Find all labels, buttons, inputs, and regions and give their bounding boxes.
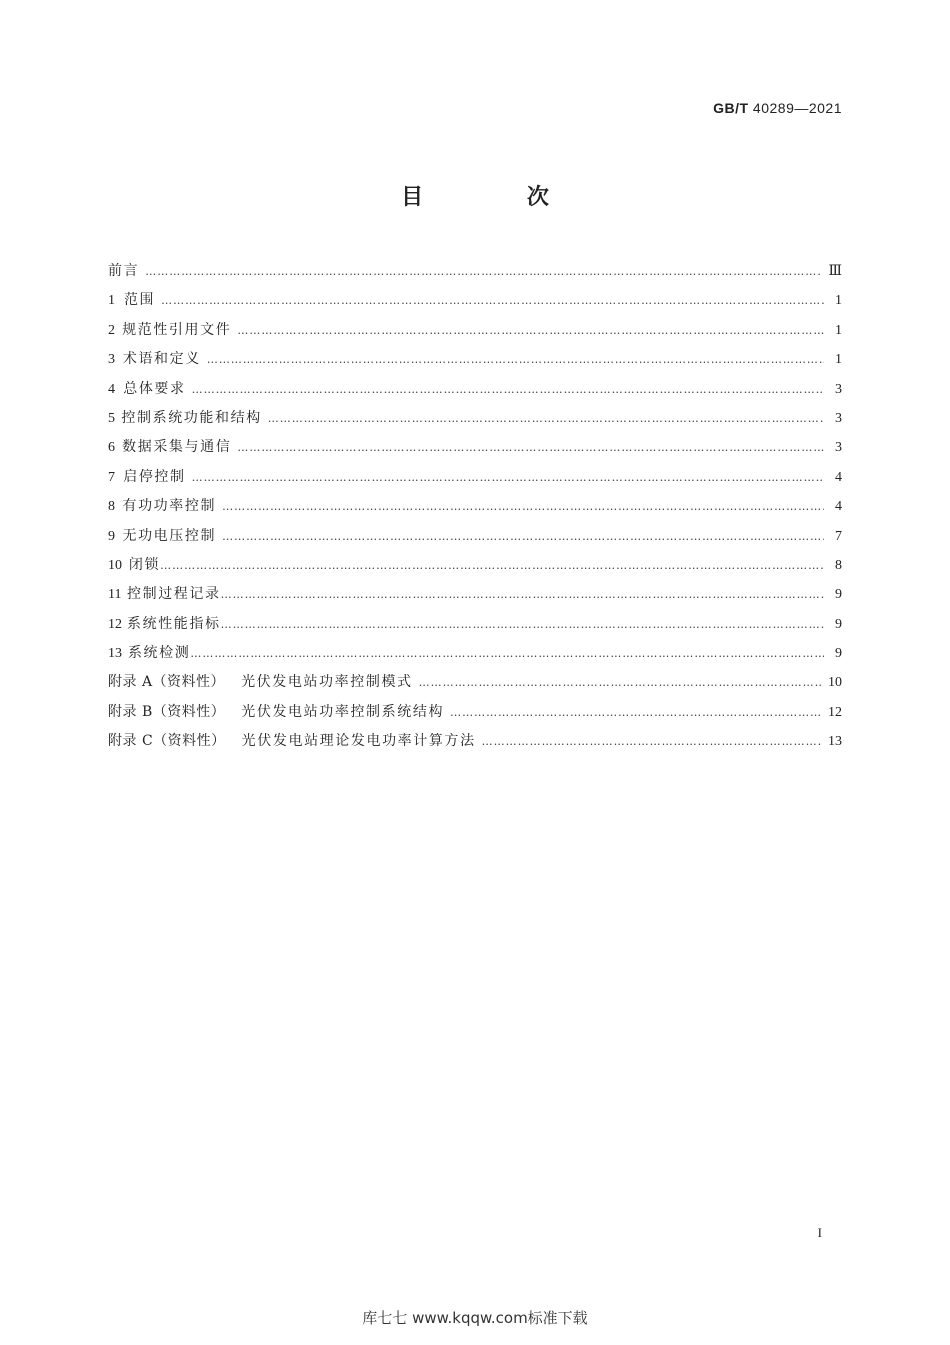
toc-entry-page: 9 <box>835 646 842 662</box>
toc-entry-number: 4 <box>108 381 115 397</box>
toc-entry-page: 3 <box>835 410 842 426</box>
toc-entry-label: 系统检测 <box>127 645 191 662</box>
footer-source: 库七七 www.kqqw.com标准下载 <box>362 1309 588 1327</box>
toc-title: 目 次 <box>401 185 597 210</box>
toc-entry-annex-b[interactable] <box>108 698 842 727</box>
toc-entry-number: 8 <box>108 499 115 515</box>
toc-entry-number: 5 <box>108 410 115 426</box>
toc-entry-label: 规范性引用文件 <box>122 321 232 338</box>
toc-leader-dots <box>190 639 824 668</box>
toc-entry-number: 12 <box>108 616 122 632</box>
toc-entry-label: 无功电压控制 <box>122 527 217 544</box>
toc-entry-page: 7 <box>835 528 842 544</box>
toc-entry-label: 数据采集与通信 <box>122 439 232 456</box>
toc-entry-label: 闭锁 <box>128 556 161 573</box>
toc-entry-annex-a[interactable] <box>108 668 842 697</box>
toc-leader-dots <box>237 433 824 462</box>
table-of-contents <box>108 257 842 757</box>
toc-leader-dots <box>192 375 824 404</box>
toc-annex-tag: 附录 C（资料性） <box>108 733 226 750</box>
standard-prefix: GB/T <box>713 100 749 116</box>
toc-leader-dots <box>145 257 822 286</box>
toc-entry-label: 控制系统功能和结构 <box>121 409 262 426</box>
toc-entry-number: 13 <box>108 646 122 662</box>
standard-number: 40289—2021 <box>752 100 842 116</box>
toc-entry-foreword[interactable] <box>108 257 842 286</box>
toc-leader-dots <box>161 286 824 315</box>
toc-entry-label: 启停控制 <box>123 468 186 485</box>
toc-entry-chapter-3[interactable] <box>108 345 842 374</box>
toc-entry-number: 2 <box>108 322 115 338</box>
toc-entry-page: 1 <box>835 293 842 309</box>
standard-code <box>713 100 842 116</box>
toc-entry-annex-c[interactable] <box>108 727 842 756</box>
toc-entry-number: 11 <box>108 587 122 603</box>
toc-entry-page: 1 <box>835 322 842 338</box>
toc-entry-page: 8 <box>835 557 842 573</box>
toc-entry-label: 范围 <box>123 292 156 309</box>
toc-entry-label: 总体要求 <box>123 380 186 397</box>
toc-entry-label: 前言 <box>108 263 140 279</box>
toc-entry-page: Ⅲ <box>828 264 842 279</box>
toc-entry-label: 系统性能指标 <box>127 615 221 632</box>
toc-entry-label: 光伏发电站理论发电功率计算方法 <box>241 733 476 750</box>
toc-leader-dots <box>192 463 824 492</box>
toc-entry-page: 10 <box>828 675 842 691</box>
toc-entry-chapter-9[interactable] <box>108 522 842 551</box>
toc-leader-dots <box>268 404 824 433</box>
toc-entry-page: 3 <box>835 440 842 456</box>
toc-entry-chapter-4[interactable] <box>108 375 842 404</box>
toc-leader-dots <box>450 698 822 727</box>
toc-entry-chapter-5[interactable] <box>108 404 842 433</box>
toc-entry-chapter-10[interactable] <box>108 551 842 580</box>
toc-leader-dots <box>237 316 824 345</box>
toc-entry-label: 有功功率控制 <box>122 498 217 515</box>
toc-entry-chapter-6[interactable] <box>108 433 842 462</box>
toc-entry-label: 术语和定义 <box>122 351 201 368</box>
toc-leader-dots <box>160 551 824 580</box>
toc-entry-label: 控制过程记录 <box>127 586 221 603</box>
toc-entry-chapter-11[interactable] <box>108 580 842 609</box>
toc-entry-number: 3 <box>108 352 115 368</box>
toc-entry-chapter-2[interactable] <box>108 316 842 345</box>
toc-entry-number: 1 <box>108 293 115 309</box>
toc-entry-page: 12 <box>828 704 842 720</box>
toc-entry-page: 9 <box>835 616 842 632</box>
toc-entry-label: 光伏发电站功率控制系统结构 <box>241 703 445 720</box>
toc-entry-page: 1 <box>835 352 842 368</box>
page-number: I <box>817 1225 822 1240</box>
toc-entry-label: 光伏发电站功率控制模式 <box>241 674 413 691</box>
toc-entry-chapter-7[interactable] <box>108 463 842 492</box>
toc-entry-chapter-1[interactable] <box>108 286 842 315</box>
toc-entry-chapter-8[interactable] <box>108 492 842 521</box>
toc-entry-page: 13 <box>828 734 842 750</box>
toc-entry-chapter-13[interactable] <box>108 639 842 668</box>
toc-leader-dots <box>221 610 824 639</box>
toc-leader-dots <box>221 580 824 609</box>
toc-entry-page: 4 <box>835 469 842 485</box>
toc-entry-number: 6 <box>108 440 115 456</box>
toc-leader-dots <box>419 668 822 697</box>
toc-annex-tag: 附录 B（资料性） <box>108 703 226 720</box>
toc-entry-chapter-12[interactable] <box>108 610 842 639</box>
toc-leader-dots <box>482 727 822 756</box>
toc-leader-dots <box>207 345 824 374</box>
toc-leader-dots <box>222 492 824 521</box>
toc-entry-page: 3 <box>835 381 842 397</box>
toc-entry-page: 4 <box>835 499 842 515</box>
toc-entry-number: 9 <box>108 528 115 544</box>
toc-entry-number: 10 <box>108 557 122 573</box>
toc-annex-tag: 附录 A（资料性） <box>108 674 226 691</box>
toc-leader-dots <box>222 522 824 551</box>
toc-entry-number: 7 <box>108 469 115 485</box>
toc-entry-page: 9 <box>835 587 842 603</box>
